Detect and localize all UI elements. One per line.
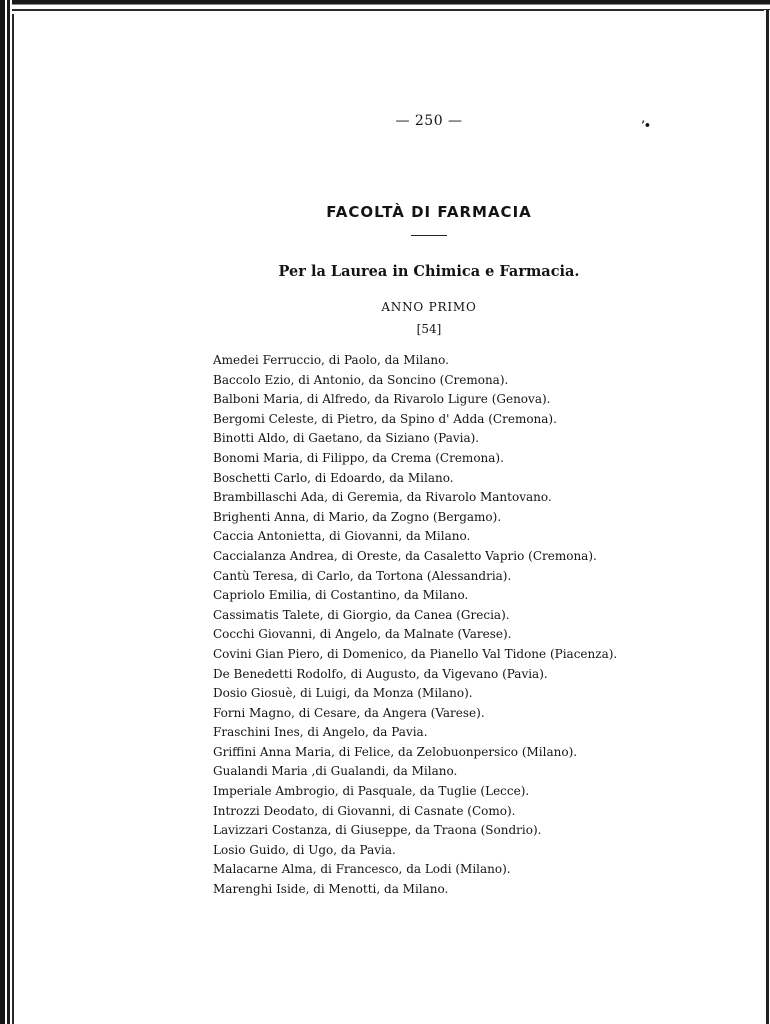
corner-mark: ʼ•: [641, 119, 650, 132]
student-entry: De Benedetti Rodolfo, di Augusto, da Vigevano (Pavia).: [213, 666, 548, 681]
student-entry: Caccia Antonietta, di Giovanni, da Milano.: [213, 529, 471, 544]
student-count: [54]: [416, 322, 442, 336]
student-entry: Boschetti Carlo, di Edoardo, da Milano.: [213, 470, 454, 485]
student-entry: Forni Magno, di Cesare, da Angera (Varese).: [213, 705, 485, 720]
student-entry: Bonomi Maria, di Filippo, da Crema (Cremona).: [213, 450, 504, 465]
student-entry: Lavizzari Costanza, di Giuseppe, da Traona (Sondrio).: [213, 823, 542, 838]
student-entry: Caccialanza Andrea, di Oreste, da Casaletto Vaprio (Cremona).: [213, 548, 597, 563]
year-heading: ANNO PRIMO: [381, 300, 477, 314]
student-entry: Capriolo Emilia, di Costantino, da Milano.: [213, 588, 469, 603]
binding-edge: [0, 0, 16, 1024]
title-divider: [411, 235, 447, 236]
student-entry: Covini Gian Piero, di Domenico, da Pianello Val Tidone (Piacenza).: [213, 646, 618, 661]
student-entry: Dosio Giosuè, di Luigi, da Monza (Milano).: [213, 686, 473, 701]
student-entry: Balboni Maria, di Alfredo, da Rivarolo Ligure (Genova).: [213, 392, 551, 407]
degree-heading: Per la Laurea in Chimica e Farmacia.: [278, 263, 580, 280]
student-entry: Brambillaschi Ada, di Geremia, da Rivarolo Mantovano.: [213, 490, 552, 505]
student-entry: Brighenti Anna, di Mario, da Zogno (Bergamo).: [213, 509, 502, 524]
student-entry: Marenghi Iside, di Menotti, da Milano.: [213, 882, 449, 897]
student-entry: Griffini Anna Maria, di Felice, da Zelobuonpersico (Milano).: [213, 744, 578, 759]
faculty-title: FACOLTÀ DI FARMACIA: [326, 203, 532, 221]
student-entry: Malacarne Alma, di Francesco, da Lodi (Milano).: [213, 862, 511, 877]
student-entry: Amedei Ferruccio, di Paolo, da Milano.: [213, 353, 449, 367]
student-entry: Cocchi Giovanni, di Angelo, da Malnate (Varese).: [213, 627, 512, 642]
student-entry: Fraschini Ines, di Angelo, da Pavia.: [213, 725, 428, 740]
top-edge: [12, 0, 770, 14]
student-list: [213, 351, 617, 900]
student-entry: Bergomi Celeste, di Pietro, da Spino d' Adda (Cremona).: [213, 411, 557, 426]
student-entry: Baccolo Ezio, di Antonio, da Soncino (Cremona).: [213, 372, 509, 387]
student-entry: Losio Guido, di Ugo, da Pavia.: [213, 842, 396, 857]
student-entry: Cantù Teresa, di Carlo, da Tortona (Alessandria).: [213, 568, 512, 583]
student-entry: Gualandi Maria ,di Gualandi, da Milano.: [213, 764, 458, 779]
student-entry: Cassimatis Talete, di Giorgio, da Canea (Grecia).: [213, 607, 510, 622]
right-edge: [764, 10, 770, 1024]
student-entry: Imperiale Ambrogio, di Pasquale, da Tuglie (Lecce).: [213, 784, 530, 799]
student-entry: Introzzi Deodato, di Giovanni, di Casnate (Como).: [213, 803, 516, 818]
student-entry: Binotti Aldo, di Gaetano, da Siziano (Pavia).: [213, 431, 480, 446]
page-number: — 250 —: [395, 113, 463, 129]
